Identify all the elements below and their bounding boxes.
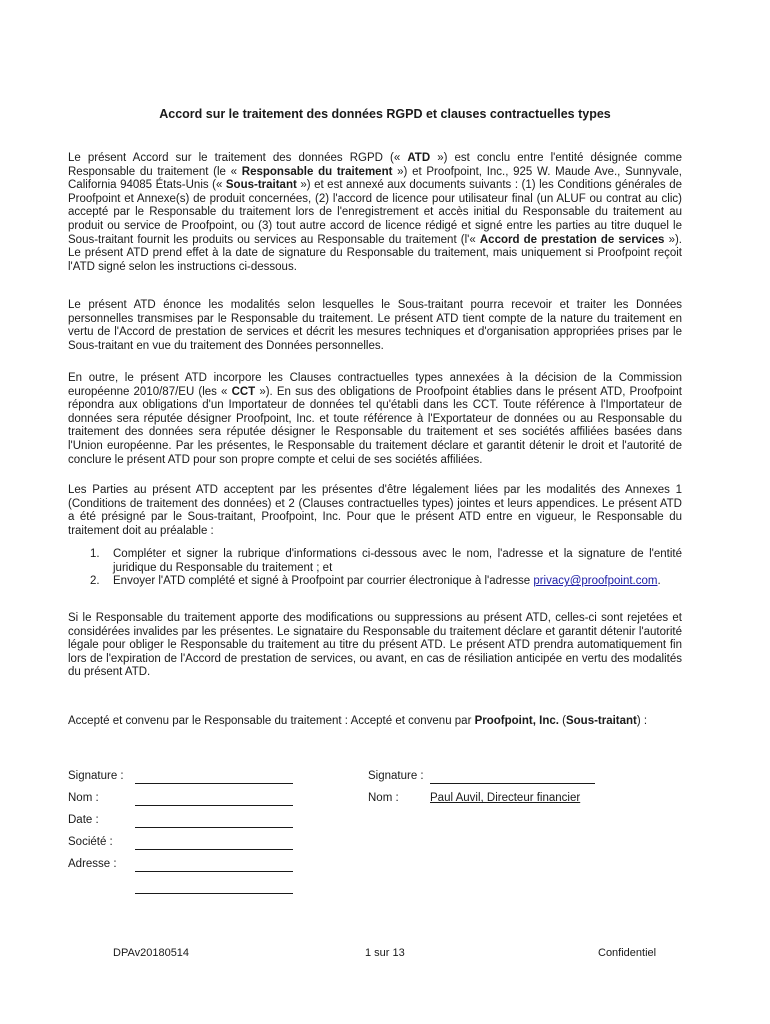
term-responsable: Responsable du traitement [241,165,393,178]
adresse-field-line-2[interactable] [135,893,293,894]
footer-page-number: 1 sur 13 [365,947,405,959]
text: Accepté et convenu par le Responsable du traitement : [68,715,351,727]
term-atd: ATD [407,152,431,164]
text: ») et est annexé aux documents suivants : (1) les Conditions générales de Proofpoint et Annexe(s) de produit concernées, (2) l'accord de licence pour utilisateur final (un ALUF ou contrat au clic) accepté par le Responsable du traitement lors de l'enregistrement et accès initial du Responsable du traitement au produit ou service de Proofpoint, ou (3) tout autre accord de licence rédigé et signé entre les parties au titre duquel le Sous-traitant fournit les produits ou services au Responsable du traitement (l'« [68,179,682,246]
text: . [657,575,661,588]
societe-field[interactable] [135,849,293,850]
footer-confidential: Confidentiel [598,947,657,959]
signature-label: Signature : [68,770,124,782]
text: »). En sus des obligations de Proofpoint établies dans le présent ATD, Proofpoint répondra aux obligations d'un Importateur de données tel qu'établi dans les CCT. Toute référence à l'Importateur de données sera réputée désigner Proofpoint, Inc. et toute référence à l'Exportateur de données ou au Responsable du traitement des données sera réputée désigner le Responsable du traitement et ses sociétés affiliées basées dans l'Union européenne. Par les présentes, le Responsable du traitement déclare et garantit détenir le droit et l'autorité de conclure le présent ATD pour son propre compte et celui de ses sociétés affiliées. [68,385,682,466]
adresse-label: Adresse : [68,858,117,870]
privacy-email-link[interactable]: privacy@proofpoint.com [533,575,658,588]
signature-field[interactable] [135,783,293,784]
nom-label: Nom : [368,792,399,804]
text: Accepté et convenu par [350,715,475,727]
text: ») et Proofpoint, Inc., 925 W. Maude Ave., Sunnyvale, California 94085 États-Unis (« [68,165,682,192]
term-sous-traitant: Sous-traitant [565,715,637,727]
list-text: Envoyer l'ATD complété et signé à Proofpoint par courrier électronique à l'adresse [113,575,534,588]
paragraph-intro [68,152,682,274]
company-name: Proofpoint, Inc. [474,715,559,727]
text: Les Parties au présent ATD acceptent par les présentes d'être légalement liées par les modalités des Annexes 1 (Conditions de traitement des données) et 2 (Clauses contractuelles types) jointes et leurs appendices. Le présent ATD a été présigné par le Sous-traitant, Proofpoint, Inc. Pour que le présent ATD entre en vigueur, le Responsable du traitement doit au préalable : [68,484,682,537]
text: ) : [636,715,648,727]
list-item [68,548,682,575]
text: ( [558,715,566,727]
term-accord-prestation: Accord de prestation de services [479,233,665,246]
text: »). Le présent ATD prend effet à la date de signature du Responsable du traitement, mais uniquement si Proofpoint reçoit l'ATD signé selon les instructions ci-dessous. [68,233,682,273]
paragraph-parties [68,484,682,538]
signature-field[interactable] [430,783,595,784]
date-label: Date : [68,814,99,826]
term-sous-traitant: Sous-traitant [225,179,297,192]
signature-label: Signature : [368,770,424,782]
societe-label: Société : [68,836,113,848]
acceptance-heading [68,713,682,729]
text: Le présent Accord sur le traitement des données RGPD (« [68,152,408,164]
text: ») est conclu entre l'entité désignée comme Responsable du traitement (le « [68,152,683,178]
paragraph-modifications [68,612,682,680]
text: Le présent ATD énonce les modalités selon lesquelles le Sous-traitant pourra recevoir et traiter les Données personnelles transmises par le Responsable du traitement. Le présent ATD tient compte de la nature du traitement en vertu de l'Accord de prestation de services et décrit les mesures techniques et d'organisation appropriées prises par le Sous-traitant en vue du traitement des Données personnelles. [68,299,682,352]
nom-label: Nom : [68,792,99,804]
term-cct: CCT [231,385,256,398]
footer-version: DPAv20180514 [113,947,190,959]
signatory-name: Paul Auvil, Directeur financier [430,792,581,804]
list-text: Compléter et signer la rubrique d'informations ci-dessous avec le nom, l'adresse et la signature de l'entité juridique du Responsable du traitement ; et [113,548,682,574]
text: Si le Responsable du traitement apporte des modifications ou suppressions au présent ATD, celles-ci sont rejetées et considérées invalides par les présentes. Le signataire du Responsable du traitement déclare et garantit détenir l'autorité légale pour obliger le Responsable du traitement au titre du présent ATD. Le présent ATD prendra automatiquement fin lors de l'expiration de l'Accord de prestation de services, ou avant, en cas de résiliation anticipée en vertu des modalités du présent ATD. [68,612,682,679]
text: En outre, le présent ATD incorpore les Clauses contractuelles types annexées à la décision de la Commission européenne 2010/87/EU (les « [68,372,682,398]
steps-list [68,548,682,589]
paragraph-scope [68,299,682,353]
date-field[interactable] [135,827,293,828]
list-number: 1. [90,548,100,560]
nom-field[interactable] [135,805,293,806]
list-number: 2. [90,575,100,588]
paragraph-cct [68,372,682,467]
list-item [68,575,682,589]
adresse-field[interactable] [135,871,293,872]
document-title: Accord sur le traitement des données RGPD et clauses contractuelles types [159,107,611,121]
